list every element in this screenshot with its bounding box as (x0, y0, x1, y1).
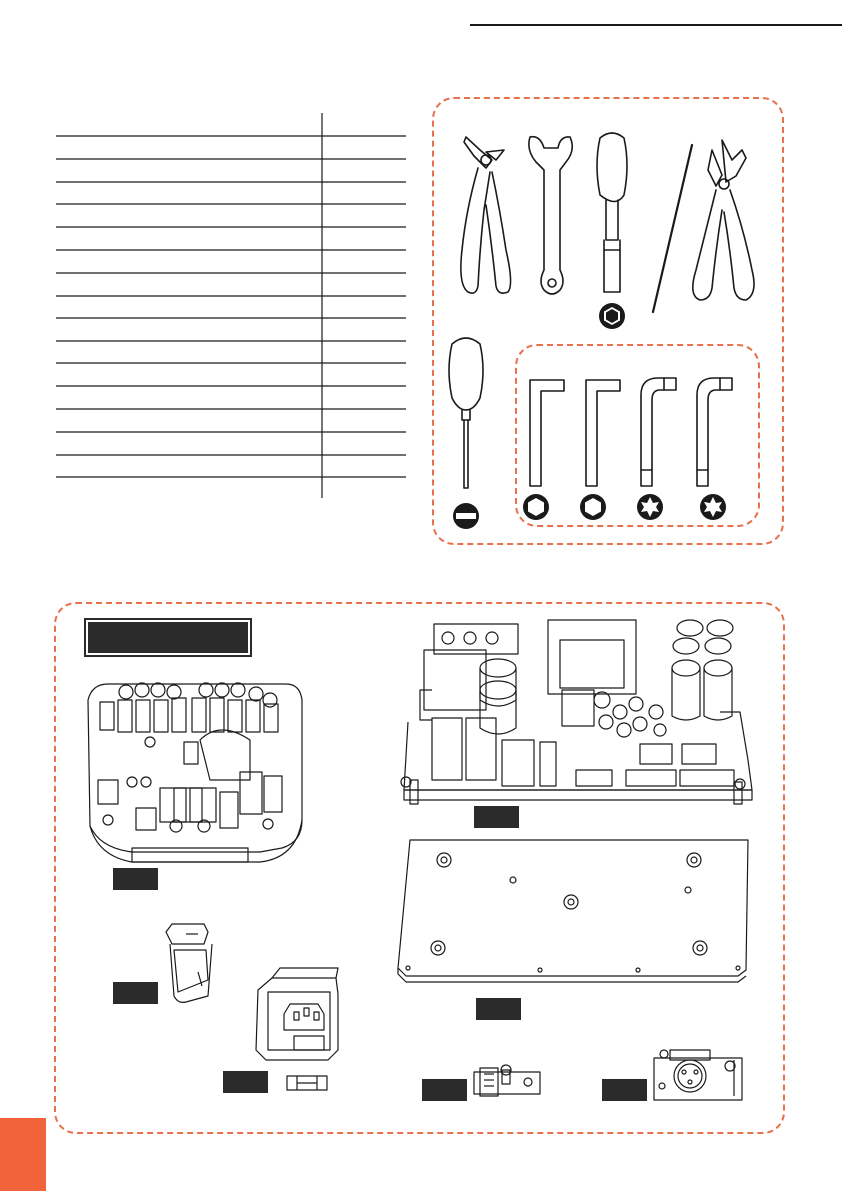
xlr-input-board-icon (654, 1050, 742, 1100)
amplifier-board-icon (88, 683, 302, 862)
small-connector-board-icon (474, 1065, 540, 1096)
power-supply-board-icon (401, 620, 752, 804)
mounting-plate-icon (398, 840, 748, 982)
rocker-switch-icon (166, 924, 212, 1002)
fuse-icon (287, 1076, 327, 1090)
page-tab (0, 1118, 46, 1191)
iec-power-inlet-icon (256, 968, 338, 1060)
